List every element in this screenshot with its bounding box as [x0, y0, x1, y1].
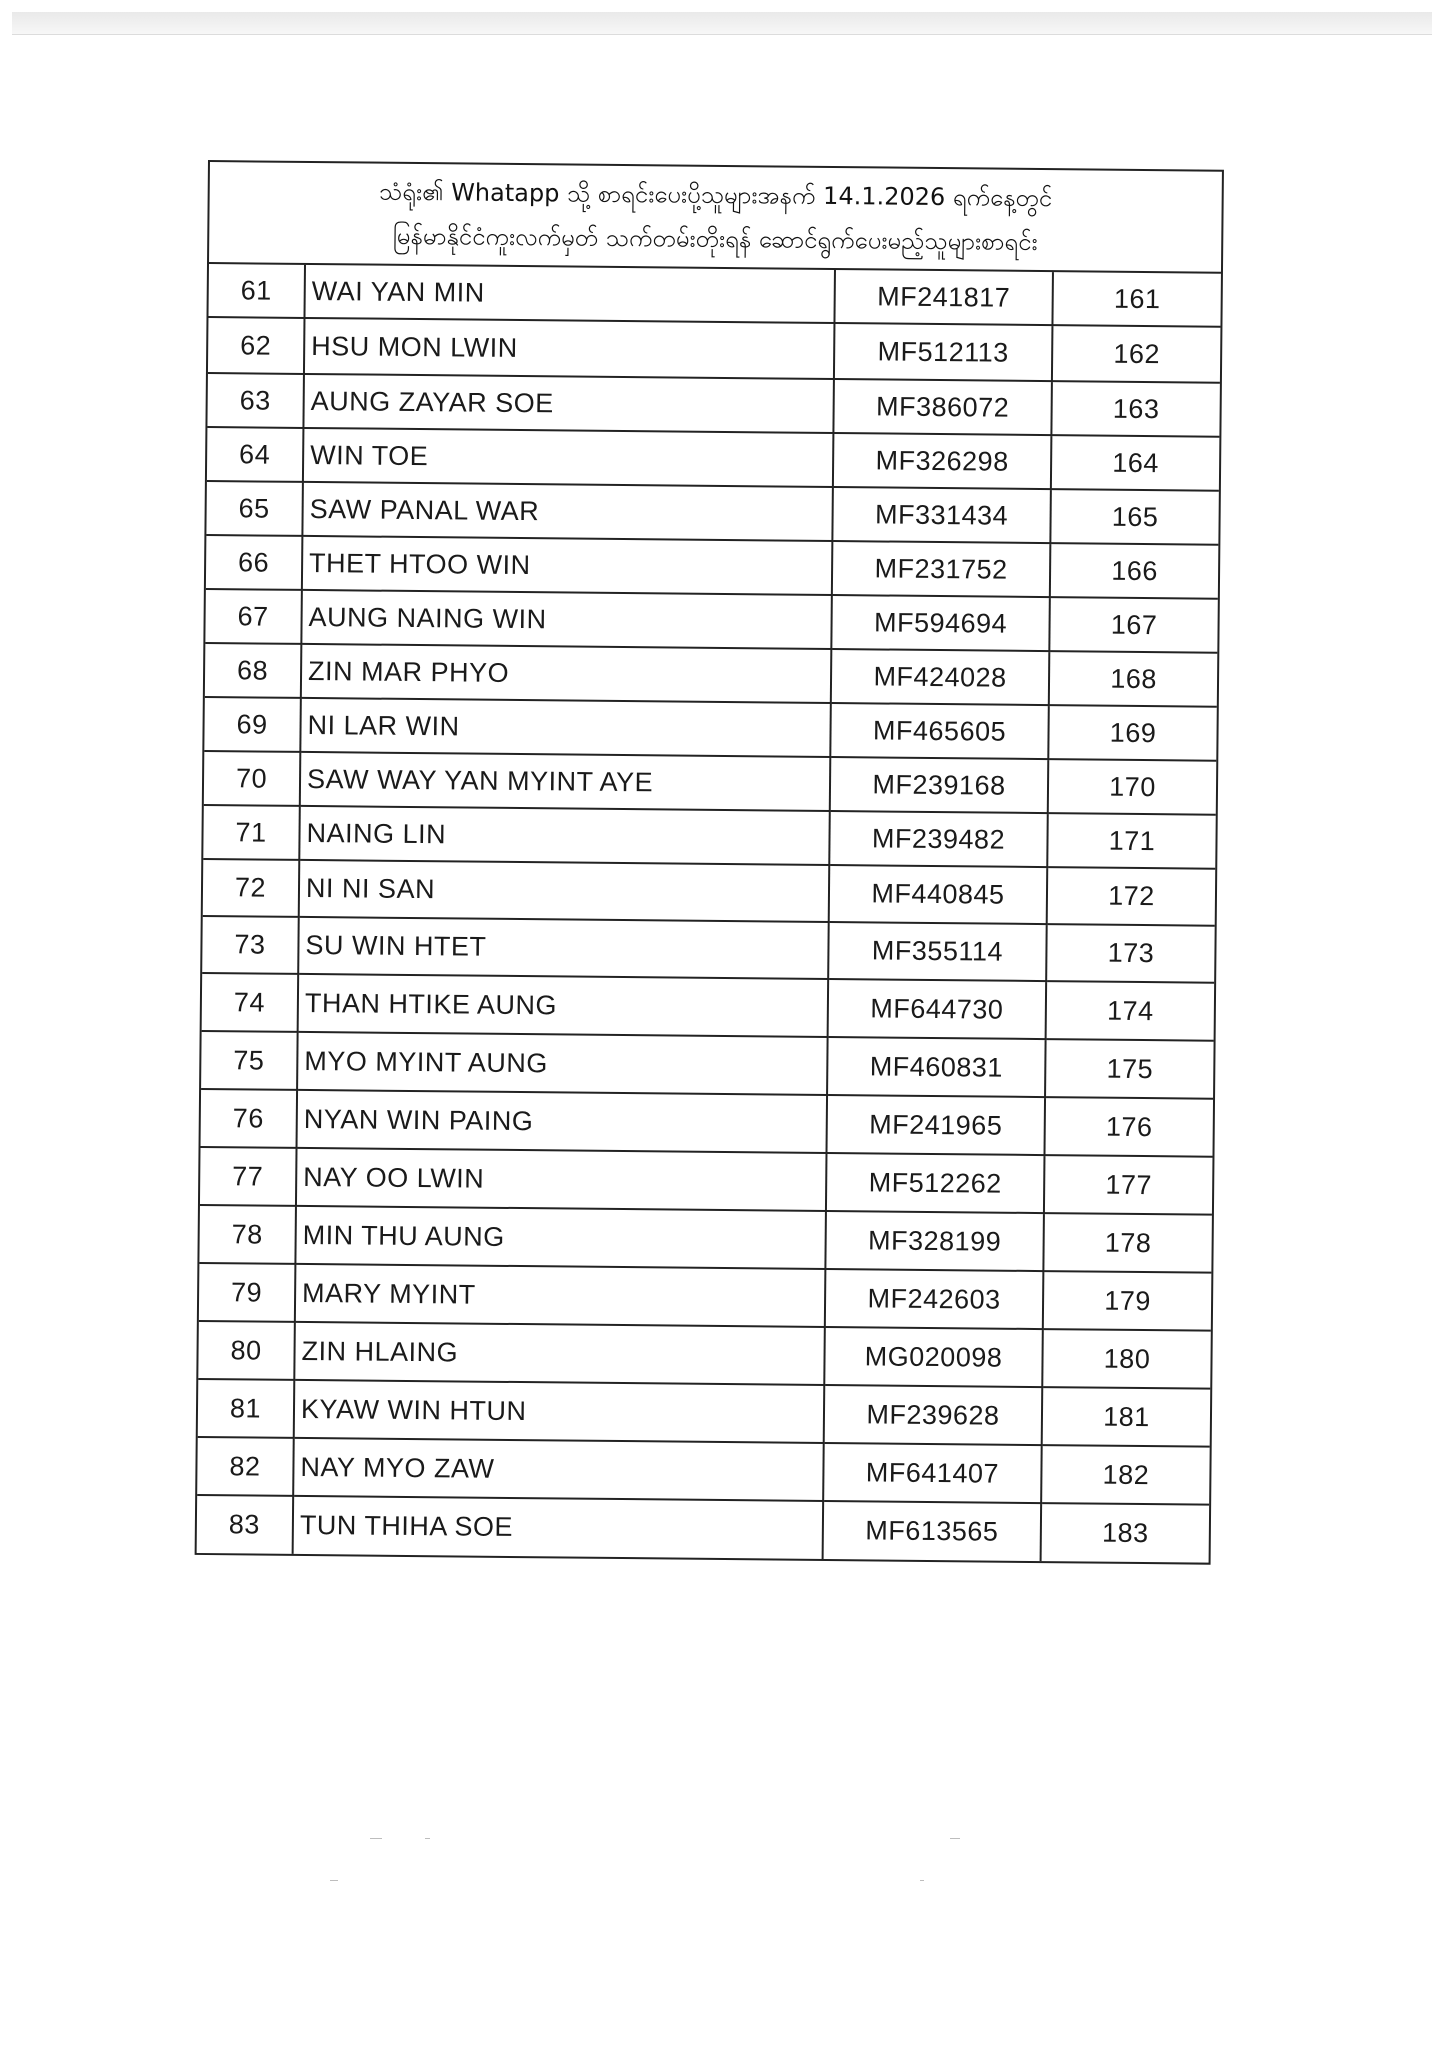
applicant-name: WAI YAN MIN: [304, 265, 834, 323]
sequence-number: 171: [1047, 813, 1216, 869]
table-row: [201, 1089, 1214, 1157]
table-row: [200, 1147, 1213, 1215]
row-number: 66: [206, 535, 303, 590]
table-row: [202, 916, 1215, 983]
table-row: [198, 1321, 1211, 1389]
row-number: 70: [204, 751, 301, 806]
row-number: 67: [205, 589, 302, 644]
passport-number: MF241817: [834, 270, 1052, 325]
passport-number: MF242603: [825, 1269, 1044, 1329]
passport-number: MF241965: [826, 1095, 1045, 1155]
table-row: [197, 1495, 1210, 1563]
sequence-number: 177: [1044, 1155, 1213, 1215]
row-number: 83: [197, 1495, 294, 1554]
passport-number: MG020098: [824, 1327, 1043, 1387]
title-line-2: မြန်မာနိုင်ငံကူးလက်မှတ် သက်တမ်းတိုးရန် ဆောင်ရွက်ပေးမည့်သူများစာရင်း: [392, 221, 1038, 256]
row-number: 82: [197, 1437, 294, 1496]
passport-number: MF239482: [829, 811, 1048, 867]
table-row: [204, 751, 1216, 815]
sequence-number: 163: [1051, 381, 1220, 437]
row-number: 75: [201, 1031, 298, 1090]
scan-top-edge: [12, 12, 1432, 35]
sequence-number: 165: [1050, 489, 1219, 545]
row-number: 63: [207, 373, 304, 428]
applicant-table: [197, 264, 1221, 1563]
table-row: [197, 1437, 1210, 1505]
row-number: 74: [202, 973, 299, 1032]
table-row: [204, 697, 1216, 761]
row-number: 80: [198, 1321, 295, 1380]
sequence-number: 180: [1042, 1329, 1211, 1389]
row-number: 78: [199, 1205, 296, 1264]
sequence-number: 174: [1046, 981, 1215, 1041]
passport-number: MF239628: [824, 1385, 1043, 1445]
passport-number: MF328199: [825, 1211, 1044, 1271]
table-row: [207, 373, 1219, 437]
applicant-name: MARY MYINT: [295, 1264, 826, 1327]
row-number: 72: [203, 859, 300, 917]
sequence-number: 170: [1048, 759, 1217, 815]
scan-speck: [425, 1838, 430, 1839]
passport-number: MF231752: [832, 541, 1051, 597]
table-row: [205, 589, 1217, 653]
passport-number: MF355114: [828, 922, 1047, 981]
table-row: [205, 643, 1217, 707]
passport-number: MF644730: [828, 979, 1047, 1039]
table-row: [199, 1205, 1212, 1273]
passport-number: MF641407: [823, 1443, 1042, 1503]
passport-number: MF440845: [829, 865, 1048, 924]
row-number: 79: [199, 1263, 296, 1322]
applicant-name: AUNG NAING WIN: [301, 590, 831, 649]
applicant-name: THAN HTIKE AUNG: [298, 974, 829, 1037]
applicant-name: NAING LIN: [299, 806, 829, 865]
applicant-name: SAW WAY YAN MYINT AYE: [300, 752, 830, 811]
sequence-number: 175: [1045, 1039, 1214, 1099]
scan-speck: [330, 1880, 338, 1881]
passport-number: MF239168: [830, 757, 1049, 813]
passport-number: MF460831: [827, 1037, 1046, 1097]
table-row: [206, 481, 1218, 545]
passport-number: MF465605: [830, 703, 1049, 759]
applicant-name: NI NI SAN: [299, 860, 830, 922]
passport-renewal-list: [195, 160, 1224, 1565]
applicant-name: KYAW WIN HTUN: [294, 1380, 825, 1443]
row-number: 76: [201, 1089, 298, 1148]
table-row: [203, 805, 1215, 869]
scan-speck: [920, 1880, 924, 1881]
table-row: [199, 1263, 1212, 1331]
passport-number: MF424028: [831, 649, 1050, 705]
passport-number: MF512113: [834, 323, 1053, 381]
applicant-name: MYO MYINT AUNG: [297, 1032, 828, 1095]
scan-speck: [950, 1838, 960, 1839]
applicant-name: ZIN HLAING: [294, 1322, 825, 1385]
table-row: [198, 1379, 1211, 1447]
applicant-name: NAY OO LWIN: [296, 1148, 827, 1211]
row-number: 71: [203, 805, 300, 860]
row-number: 61: [208, 264, 305, 318]
table-row: [208, 317, 1220, 383]
table-row: [203, 859, 1216, 926]
applicant-name: NI LAR WIN: [300, 698, 830, 757]
sequence-number: 169: [1048, 705, 1217, 761]
sequence-number: 183: [1101, 1517, 1149, 1549]
sequence-number: 176: [1044, 1097, 1213, 1157]
row-number: 73: [202, 916, 299, 974]
sequence-number: 166: [1050, 543, 1219, 599]
table-row: [201, 1031, 1214, 1099]
passport-number: MF594694: [831, 595, 1050, 651]
sequence-number: 172: [1047, 867, 1216, 926]
row-number: 62: [208, 317, 305, 374]
table-row: [202, 973, 1215, 1041]
passport-number: MF386072: [833, 379, 1052, 435]
sequence-number: 162: [1052, 325, 1221, 383]
sequence-number: 167: [1049, 597, 1218, 653]
passport-number: MF512262: [826, 1153, 1045, 1213]
applicant-name: NAY MYO ZAW: [293, 1438, 824, 1501]
row-number: 64: [207, 427, 304, 482]
scan-speck: [370, 1838, 382, 1839]
applicant-name: MIN THU AUNG: [295, 1206, 826, 1269]
row-number: 69: [204, 697, 301, 752]
document-title: [209, 162, 1222, 274]
title-line-1: သံရုံး၏ Whatapp သို့ စာရင်းပေးပို့သူများအနက် 14.1.2026 ရက်နေ့တွင်: [378, 177, 1053, 213]
applicant-name: ZIN MAR PHYO: [301, 644, 831, 703]
sequence-number: 178: [1043, 1213, 1212, 1273]
sequence-number: 181: [1042, 1387, 1211, 1447]
row-number: 68: [205, 643, 302, 698]
passport-number: MF613565: [823, 1501, 1042, 1561]
passport-number: MF331434: [832, 487, 1051, 543]
table-row: [206, 535, 1218, 599]
sequence-number: 161: [1052, 272, 1221, 327]
sequence-number: 168: [1049, 651, 1218, 707]
row-number: 65: [206, 481, 303, 536]
sequence-number: 164: [1051, 435, 1220, 491]
applicant-name: SAW PANAL WAR: [302, 482, 832, 541]
sequence-number: 173: [1046, 924, 1215, 983]
row-number: 77: [200, 1147, 297, 1206]
passport-number: MF326298: [833, 433, 1052, 489]
applicant-name: WIN TOE: [303, 428, 833, 487]
applicant-name: NYAN WIN PAING: [297, 1090, 828, 1153]
applicant-name: SU WIN HTET: [298, 917, 829, 979]
applicant-name: TUN THIHA SOE: [293, 1496, 824, 1559]
table-row: [207, 427, 1219, 491]
row-number: 81: [198, 1379, 295, 1438]
applicant-name: AUNG ZAYAR SOE: [303, 374, 833, 433]
sequence-number: 182: [1041, 1445, 1210, 1505]
applicant-name: HSU MON LWIN: [304, 318, 835, 379]
applicant-table-body: [197, 264, 1221, 1563]
table-row: [208, 264, 1220, 327]
sequence-number: 179: [1043, 1271, 1212, 1331]
applicant-name: THET HTOO WIN: [302, 536, 832, 595]
